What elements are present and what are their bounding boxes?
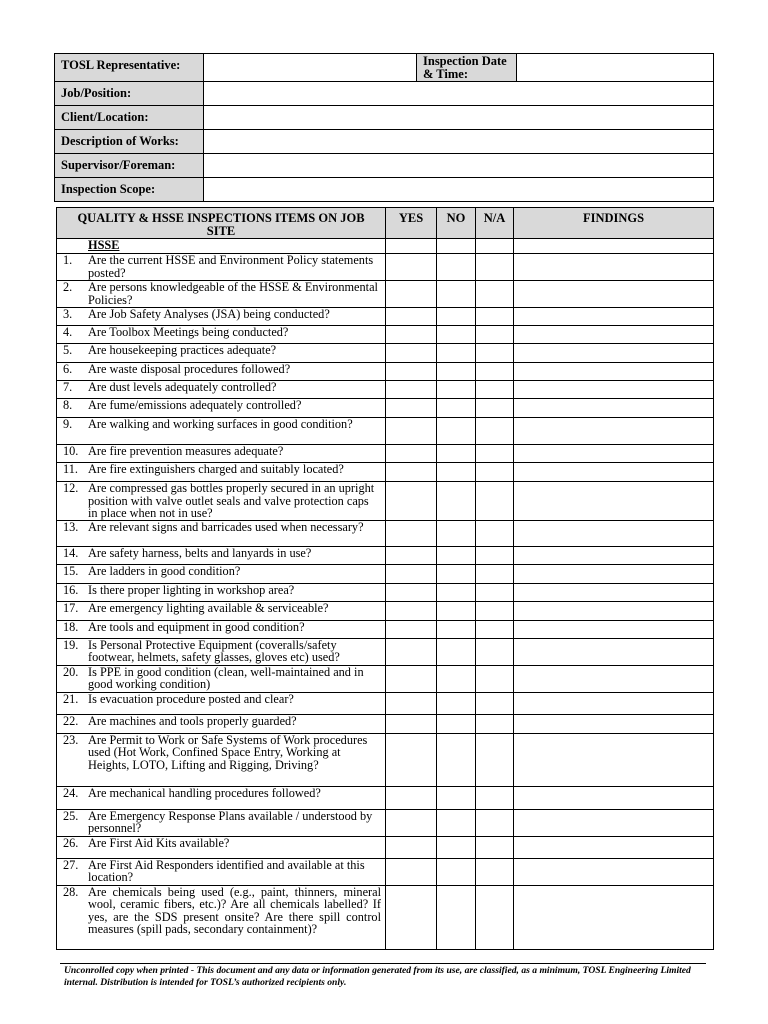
inspection-date-field[interactable] <box>517 54 714 82</box>
yes-cell[interactable] <box>386 583 437 601</box>
checklist-header-row <box>57 208 714 239</box>
question-number: 4. <box>63 325 73 339</box>
na-cell[interactable] <box>476 638 514 665</box>
supervisor-field[interactable] <box>204 154 714 178</box>
checklist-question <box>57 564 386 583</box>
no-cell[interactable] <box>437 714 476 733</box>
checklist-row <box>57 546 714 564</box>
no-cell[interactable] <box>437 786 476 809</box>
na-cell[interactable] <box>476 344 514 363</box>
question-text: Are relevant signs and barricades used when necessary? <box>88 519 364 534</box>
question-number: 19. <box>63 637 79 652</box>
no-cell[interactable] <box>437 463 476 482</box>
job-row <box>55 82 714 106</box>
findings-cell[interactable] <box>514 463 714 482</box>
question-text: Are compressed gas bottles properly secured in an upright position with valve outlet seals and valve protection caps in place when not in use? <box>88 481 375 520</box>
question-text: Is evacuation procedure posted and clear? <box>88 691 294 706</box>
yes-cell[interactable] <box>386 601 437 620</box>
yes-cell[interactable] <box>386 254 437 281</box>
checklist-question <box>57 638 386 665</box>
yes-cell[interactable] <box>386 714 437 733</box>
no-cell[interactable] <box>437 583 476 601</box>
question-text: Are persons knowledgeable of the HSSE & Environmental Policies? <box>88 280 378 307</box>
checklist-row <box>57 714 714 733</box>
checklist-row <box>57 482 714 521</box>
checklist-question <box>57 546 386 564</box>
checklist-question <box>57 620 386 638</box>
na-cell[interactable] <box>476 326 514 344</box>
no-cell[interactable] <box>437 546 476 564</box>
yes-cell[interactable] <box>386 344 437 363</box>
description-label: Description of Works: <box>55 130 204 154</box>
scope-field[interactable] <box>204 178 714 202</box>
findings-cell[interactable] <box>514 445 714 463</box>
yes-cell[interactable] <box>386 445 437 463</box>
checklist-question <box>57 786 386 809</box>
findings-cell[interactable] <box>514 363 714 381</box>
no-cell[interactable] <box>437 363 476 381</box>
question-number: 24. <box>63 785 79 800</box>
findings-cell[interactable] <box>514 254 714 281</box>
scope-row <box>55 178 714 202</box>
question-text: Are Toolbox Meetings being conducted? <box>88 325 289 339</box>
findings-cell[interactable] <box>514 418 714 445</box>
na-cell[interactable] <box>476 463 514 482</box>
findings-cell[interactable] <box>514 583 714 601</box>
section-row <box>57 239 714 254</box>
question-text: Are First Aid Kits available? <box>88 835 230 850</box>
question-text: Are waste disposal procedures followed? <box>88 362 291 376</box>
na-cell[interactable] <box>476 809 514 836</box>
question-text: Are fume/emissions adequately controlled? <box>88 398 302 412</box>
yes-cell[interactable] <box>386 809 437 836</box>
checklist-question <box>57 583 386 601</box>
checklist-question <box>57 399 386 418</box>
checklist-row <box>57 836 714 858</box>
question-text: Are housekeeping practices adequate? <box>88 343 277 357</box>
no-cell[interactable] <box>437 601 476 620</box>
checklist-row <box>57 399 714 418</box>
na-cell[interactable] <box>476 858 514 885</box>
section-label: HSSE <box>57 239 386 254</box>
findings-column-header: FINDINGS <box>514 208 714 239</box>
yes-cell[interactable] <box>386 692 437 714</box>
question-number: 3. <box>63 307 73 321</box>
na-cell[interactable] <box>476 482 514 521</box>
findings-cell[interactable] <box>514 308 714 326</box>
question-number: 17. <box>63 600 79 615</box>
checklist-row <box>57 583 714 601</box>
section-na-cell <box>476 239 514 254</box>
question-text: Are ladders in good condition? <box>88 563 241 578</box>
section-findings-cell <box>514 239 714 254</box>
question-number: 12. <box>63 481 79 495</box>
yes-cell[interactable] <box>386 733 437 786</box>
question-text: Are machines and tools properly guarded? <box>88 713 297 728</box>
checklist-question <box>57 733 386 786</box>
no-cell[interactable] <box>437 836 476 858</box>
checklist-question <box>57 858 386 885</box>
supervisor-row <box>55 154 714 178</box>
checklist-question <box>57 445 386 463</box>
inspection-checklist-table <box>56 207 714 950</box>
findings-cell[interactable] <box>514 326 714 344</box>
checklist-row <box>57 381 714 399</box>
no-cell[interactable] <box>437 665 476 692</box>
yes-cell[interactable] <box>386 836 437 858</box>
checklist-row <box>57 418 714 445</box>
question-text: Are chemicals being used (e.g., paint, thinners, mineral wool, ceramic fibers, etc.)? Are all chemicals labelled? If yes, are the SDS present onsite? Are there spill control measures (spill pads, secondary containment)? <box>88 884 381 936</box>
checklist-row <box>57 308 714 326</box>
question-number: 16. <box>63 582 79 597</box>
question-number: 20. <box>63 664 79 679</box>
no-cell[interactable] <box>437 344 476 363</box>
na-cell[interactable] <box>476 564 514 583</box>
na-cell[interactable] <box>476 601 514 620</box>
findings-cell[interactable] <box>514 482 714 521</box>
checklist-question <box>57 308 386 326</box>
question-text: Are tools and equipment in good condition? <box>88 619 305 634</box>
items-column-header: QUALITY & HSSE INSPECTIONS ITEMS ON JOB SITE <box>57 208 386 239</box>
findings-cell[interactable] <box>514 564 714 583</box>
na-cell[interactable] <box>476 885 514 949</box>
yes-cell[interactable] <box>386 482 437 521</box>
no-cell[interactable] <box>437 620 476 638</box>
job-field[interactable] <box>204 82 714 106</box>
findings-cell[interactable] <box>514 665 714 692</box>
yes-cell[interactable] <box>386 281 437 308</box>
na-cell[interactable] <box>476 714 514 733</box>
no-cell[interactable] <box>437 564 476 583</box>
no-column-header: NO <box>437 208 476 239</box>
checklist-question <box>57 836 386 858</box>
supervisor-label: Supervisor/Foreman: <box>55 154 204 178</box>
yes-column-header: YES <box>386 208 437 239</box>
yes-cell[interactable] <box>386 546 437 564</box>
no-cell[interactable] <box>437 254 476 281</box>
na-cell[interactable] <box>476 786 514 809</box>
question-number: 7. <box>63 380 73 394</box>
na-column-header: N/A <box>476 208 514 239</box>
yes-cell[interactable] <box>386 885 437 949</box>
no-cell[interactable] <box>437 520 476 546</box>
yes-cell[interactable] <box>386 381 437 399</box>
no-cell[interactable] <box>437 281 476 308</box>
question-number: 6. <box>63 362 73 376</box>
findings-cell[interactable] <box>514 638 714 665</box>
yes-cell[interactable] <box>386 399 437 418</box>
checklist-question <box>57 665 386 692</box>
findings-cell[interactable] <box>514 786 714 809</box>
representative-field[interactable] <box>204 54 417 82</box>
question-text: Are safety harness, belts and lanyards in use? <box>88 545 312 560</box>
checklist-question <box>57 381 386 399</box>
section-yes-cell <box>386 239 437 254</box>
na-cell[interactable] <box>476 363 514 381</box>
na-cell[interactable] <box>476 281 514 308</box>
client-label: Client/Location: <box>55 106 204 130</box>
findings-cell[interactable] <box>514 836 714 858</box>
scope-label: Inspection Scope: <box>55 178 204 202</box>
na-cell[interactable] <box>476 308 514 326</box>
na-cell[interactable] <box>476 665 514 692</box>
question-number: 1. <box>63 253 73 267</box>
checklist-row <box>57 363 714 381</box>
checklist-row <box>57 445 714 463</box>
no-cell[interactable] <box>437 858 476 885</box>
na-cell[interactable] <box>476 583 514 601</box>
na-cell[interactable] <box>476 399 514 418</box>
footer-disclaimer: Unconrolled copy when printed - This document and any data or information generated from its use, are classified, as a minimum, TOSL Engineering Limited internal. Distribution is intended for TOSL’s authorized recipients only. <box>64 965 691 988</box>
question-number: 10. <box>63 444 79 458</box>
question-text: Are First Aid Responders identified and available at this location? <box>88 857 365 884</box>
no-cell[interactable] <box>437 308 476 326</box>
yes-cell[interactable] <box>386 564 437 583</box>
na-cell[interactable] <box>476 520 514 546</box>
findings-cell[interactable] <box>514 692 714 714</box>
checklist-row <box>57 344 714 363</box>
no-cell[interactable] <box>437 381 476 399</box>
checklist-question <box>57 281 386 308</box>
question-text: Are mechanical handling procedures followed? <box>88 785 321 800</box>
inspection-date-label: Inspection Date & Time: <box>417 54 517 82</box>
question-number: 2. <box>63 280 73 294</box>
checklist-question <box>57 254 386 281</box>
checklist-row <box>57 326 714 344</box>
checklist-row <box>57 463 714 482</box>
job-label: Job/Position: <box>55 82 204 106</box>
checklist-question <box>57 326 386 344</box>
yes-cell[interactable] <box>386 363 437 381</box>
checklist-row <box>57 692 714 714</box>
yes-cell[interactable] <box>386 418 437 445</box>
checklist-row <box>57 858 714 885</box>
checklist-question <box>57 482 386 521</box>
checklist-row <box>57 809 714 836</box>
footer-divider <box>60 963 706 964</box>
yes-cell[interactable] <box>386 463 437 482</box>
question-text: Are dust levels adequately controlled? <box>88 380 277 394</box>
no-cell[interactable] <box>437 482 476 521</box>
question-number: 13. <box>63 519 79 534</box>
checklist-question <box>57 344 386 363</box>
findings-cell[interactable] <box>514 809 714 836</box>
question-number: 26. <box>63 835 79 850</box>
checklist-row <box>57 254 714 281</box>
question-text: Is PPE in good condition (clean, well-maintained and in good working condition) <box>88 664 364 691</box>
section-no-cell <box>437 239 476 254</box>
yes-cell[interactable] <box>386 665 437 692</box>
findings-cell[interactable] <box>514 620 714 638</box>
no-cell[interactable] <box>437 692 476 714</box>
na-cell[interactable] <box>476 692 514 714</box>
checklist-row <box>57 885 714 949</box>
findings-cell[interactable] <box>514 714 714 733</box>
question-text: Are fire extinguishers charged and suitably located? <box>88 462 344 476</box>
yes-cell[interactable] <box>386 520 437 546</box>
findings-cell[interactable] <box>514 546 714 564</box>
question-text: Are Permit to Work or Safe Systems of Work procedures used (Hot Work, Confined Space Entry, Working at Heights, LOTO, Lifting and Rigging, Driving? <box>88 732 368 772</box>
findings-cell[interactable] <box>514 601 714 620</box>
question-number: 28. <box>63 884 79 899</box>
checklist-row <box>57 786 714 809</box>
checklist-row <box>57 620 714 638</box>
na-cell[interactable] <box>476 546 514 564</box>
no-cell[interactable] <box>437 733 476 786</box>
question-text: Is Personal Protective Equipment (coveralls/safety footwear, helmets, safety glasses, gloves etc) used? <box>88 637 340 664</box>
question-number: 21. <box>63 691 79 706</box>
question-number: 8. <box>63 398 73 412</box>
representative-row <box>55 54 714 82</box>
question-text: Are Job Safety Analyses (JSA) being conducted? <box>88 307 330 321</box>
question-text: Are Emergency Response Plans available / understood by personnel? <box>88 808 373 835</box>
checklist-row <box>57 733 714 786</box>
question-text: Are emergency lighting available & serviceable? <box>88 600 329 615</box>
yes-cell[interactable] <box>386 620 437 638</box>
no-cell[interactable] <box>437 885 476 949</box>
findings-cell[interactable] <box>514 281 714 308</box>
na-cell[interactable] <box>476 254 514 281</box>
findings-cell[interactable] <box>514 344 714 363</box>
checklist-row <box>57 638 714 665</box>
question-number: 14. <box>63 545 79 560</box>
checklist-question <box>57 520 386 546</box>
description-row <box>55 130 714 154</box>
checklist-question <box>57 601 386 620</box>
checklist-question <box>57 809 386 836</box>
inspection-details-table <box>54 53 714 202</box>
question-number: 23. <box>63 732 79 747</box>
na-cell[interactable] <box>476 418 514 445</box>
na-cell[interactable] <box>476 445 514 463</box>
yes-cell[interactable] <box>386 308 437 326</box>
question-number: 11. <box>63 462 78 476</box>
client-field[interactable] <box>204 106 714 130</box>
checklist-row <box>57 564 714 583</box>
na-cell[interactable] <box>476 836 514 858</box>
question-number: 27. <box>63 857 79 872</box>
no-cell[interactable] <box>437 638 476 665</box>
checklist-question <box>57 714 386 733</box>
question-number: 22. <box>63 713 79 728</box>
question-text: Is there proper lighting in workshop area? <box>88 582 295 597</box>
question-text: Are the current HSSE and Environment Policy statements posted? <box>88 253 374 280</box>
findings-cell[interactable] <box>514 885 714 949</box>
checklist-row <box>57 520 714 546</box>
no-cell[interactable] <box>437 326 476 344</box>
description-field[interactable] <box>204 130 714 154</box>
checklist-question <box>57 463 386 482</box>
no-cell[interactable] <box>437 809 476 836</box>
yes-cell[interactable] <box>386 786 437 809</box>
representative-label: TOSL Representative: <box>55 54 204 82</box>
findings-cell[interactable] <box>514 733 714 786</box>
yes-cell[interactable] <box>386 638 437 665</box>
no-cell[interactable] <box>437 445 476 463</box>
findings-cell[interactable] <box>514 381 714 399</box>
client-row <box>55 106 714 130</box>
no-cell[interactable] <box>437 399 476 418</box>
checklist-row <box>57 601 714 620</box>
checklist-question <box>57 885 386 949</box>
findings-cell[interactable] <box>514 399 714 418</box>
question-text: Are walking and working surfaces in good condition? <box>88 417 353 431</box>
question-number: 9. <box>63 417 73 431</box>
question-number: 18. <box>63 619 79 634</box>
checklist-question <box>57 363 386 381</box>
na-cell[interactable] <box>476 733 514 786</box>
question-number: 5. <box>63 343 73 357</box>
checklist-question <box>57 418 386 445</box>
na-cell[interactable] <box>476 381 514 399</box>
checklist-row <box>57 281 714 308</box>
yes-cell[interactable] <box>386 326 437 344</box>
checklist-row <box>57 665 714 692</box>
checklist-question <box>57 692 386 714</box>
findings-cell[interactable] <box>514 520 714 546</box>
yes-cell[interactable] <box>386 858 437 885</box>
findings-cell[interactable] <box>514 858 714 885</box>
no-cell[interactable] <box>437 418 476 445</box>
na-cell[interactable] <box>476 620 514 638</box>
question-text: Are fire prevention measures adequate? <box>88 444 284 458</box>
question-number: 25. <box>63 808 79 823</box>
question-number: 15. <box>63 563 79 578</box>
